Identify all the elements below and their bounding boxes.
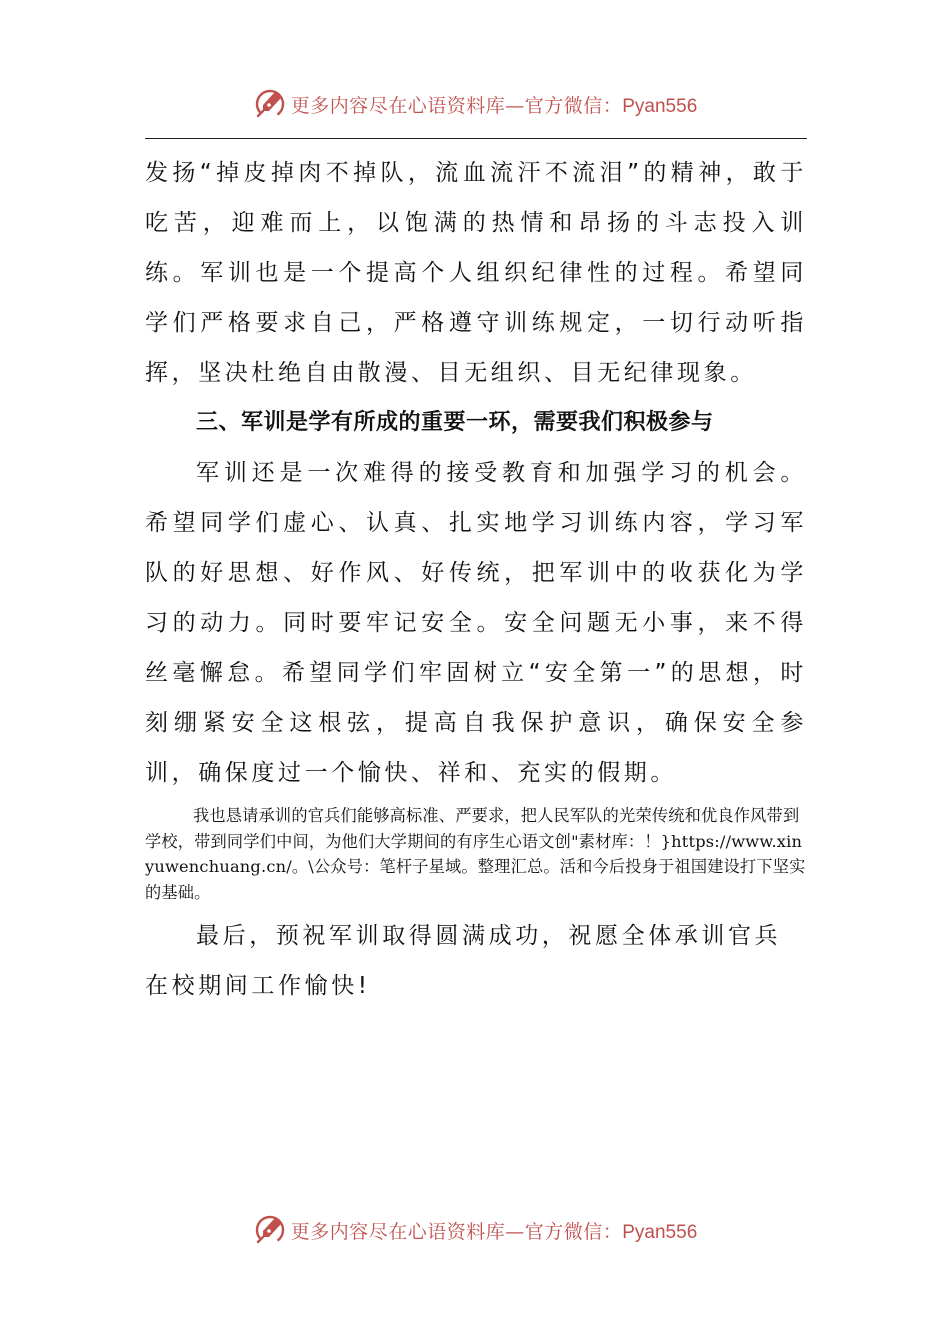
header-divider <box>145 138 807 139</box>
wechat-account: Pyan556 <box>622 95 698 117</box>
header-banner <box>0 82 950 126</box>
pen-nib-circle-icon <box>253 1213 287 1247</box>
paragraph-1: 发扬“掉皮掉肉不掉队，流血流汗不流泪”的精神，敢于吃苦，迎难而上，以饱满的热情和昂扬的斗志投入训练。军训也是一个提高个人组织纪律性的过程。希望同学们严格要求自己，严格遵守训练规定，一切行动听指挥，坚决杜绝自由散漫、目无组织、目无纪律现象。 <box>145 160 807 386</box>
section-heading-3: 三、军训是学有所成的重要一环，需要我们积极参与 <box>196 410 714 435</box>
banner-text: 更多内容尽在心语资料库—官方微信：Pyan556 <box>290 94 698 117</box>
paragraph-4: 最后，预祝军训取得圆满成功，祝愿全体承训官兵在校期间工作愉快! <box>145 923 782 999</box>
wechat-account: Pyan556 <box>622 1221 698 1243</box>
pen-nib-circle-icon <box>253 87 287 121</box>
document-body <box>145 148 807 1011</box>
banner-text: 更多内容尽在心语资料库—官方微信：Pyan556 <box>290 1220 698 1243</box>
paragraph-2: 军训还是一次难得的接受教育和加强学习的机会。希望同学们虚心、认真、扎实地学习训练内容，学习军队的好思想、好作风、好传统，把军训中的收获化为学习的动力。同时要牢记安全。安全问题无小事，来不得丝毫懈怠。希望同学们牢固树立“安全第一”的思想，时刻绷紧安全这根弦，提高自我保护意识，确保安全参训，确保度过一个愉快、祥和、充实的假期。 <box>145 460 807 786</box>
paragraph-3-small: 我也恳请承训的官兵们能够高标准、严要求，把人民军队的光荣传统和优良作风带到学校，带到同学们中间，为他们大学期间的有序生心语文创"素材库：！}https://www.xinyuwenchuang.cn/。\公众号：笔杆子星域。整理汇总。活和今后投身于祖国建设打下坚实的基础。 <box>145 806 806 902</box>
footer-banner <box>0 1208 950 1252</box>
